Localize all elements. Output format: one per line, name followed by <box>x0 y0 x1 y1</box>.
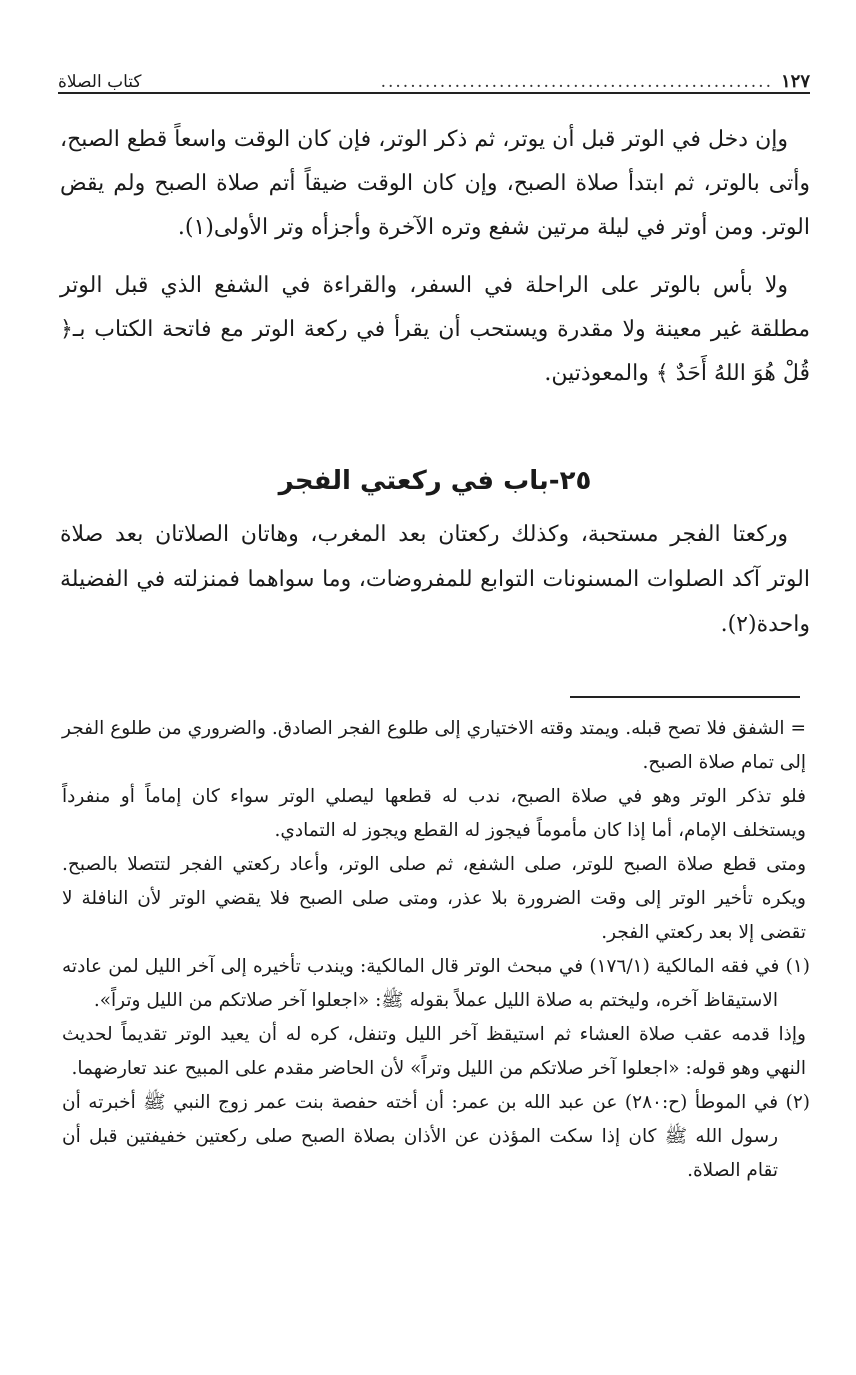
running-header <box>58 62 810 94</box>
footnotes <box>62 712 810 1188</box>
footnote-continued: ومتى قطع صلاة الصبح للوتر، صلى الشفع، ثم صلى الوتر، وأعاد ركعتي الفجر لتتصلا بالصبح. ويكره تأخير الوتر إلى وقت الضرورة بلا عذر، ومتى صلى الصبح فلا يقضي الوتر لأن النافلة لا تقضى إلا بعد ركعتي الفجر. <box>62 854 806 943</box>
section-text <box>60 512 810 647</box>
book-title: كتاب الصلاة <box>58 72 142 92</box>
footnote-continued: فلو تذكر الوتر وهو في صلاة الصبح، ندب له قطعها ليصلي الوتر سواء كان إماماً أو منفرداً ويستخلف الإمام، أما إذا كان مأموماً فيجوز له القطع ويجوز له التمادي. <box>62 786 806 841</box>
footnote-continued: = الشفق فلا تصح قبله. ويمتد وقته الاختياري إلى طلوع الفجر الصادق. والضروري من طلوع الفجر إلى تمام صلاة الصبح. <box>62 718 806 773</box>
footnote-1-continued: وإذا قدمه عقب صلاة العشاء ثم استيقظ آخر الليل وتنفل، كره له أن يعيد الوتر تقديماً لحديث النهي وهو قوله: «اجعلوا آخر صلاتكم من الليل وتراً» لأن الحاضر مقدم على المبيح عند تعارضهما. <box>62 1024 806 1079</box>
header-leader-dots: ..................................................... <box>380 72 773 92</box>
section-heading: ٢٥-باب في ركعتي الفجر <box>278 466 592 496</box>
paragraph-witr-travel: ولا بأس بالوتر على الراحلة في السفر، والقراءة في الشفع الذي قبل الوتر مطلقة غير معينة ولا مقدرة ويستحب أن يقرأ في ركعة الوتر مع فاتحة الكتاب بـ﴿ قُلْ هُوَ اللهُ أَحَدٌ ﴾ والمعوذتين. <box>60 273 810 386</box>
footnote-1: (١) في فقه المالكية (١٧٦/١) في مبحث الوتر قال المالكية: ويندب تأخيره إلى آخر الليل لمن عادته الاستيقاظ آخره، وليختم به صلاة الليل عملاً بقوله ﷺ: «اجعلوا آخر صلاتكم من الليل وتراً». <box>62 956 810 1011</box>
footnote-2: (٢) في الموطأ (ح:٢٨٠) عن عبد الله بن عمر: أن أخته حفصة بنت عمر زوج النبي ﷺ أخبرته أن رسول الله ﷺ كان إذا سكت المؤذن عن الأذان بصلاة الصبح صلى ركعتين خفيفتين قبل أن تقام الصلاة. <box>62 1092 811 1181</box>
page-number: ١٢٧ <box>780 71 810 92</box>
main-text <box>60 118 810 396</box>
paragraph-fajr: وركعتا الفجر مستحبة، وكذلك ركعتان بعد المغرب، وهاتان الصلاتان بعد صلاة الوتر آكد الصلوات المسنونات التوابع للمفروضات، وما سواهما فمنزلته في الفضيلة واحدة(٢). <box>60 522 810 637</box>
paragraph-witr-late: وإن دخل في الوتر قبل أن يوتر، ثم ذكر الوتر، فإن كان الوقت واسعاً قطع الصبح، وأتى بالوتر، ثم ابتدأ صلاة الصبح، وإن كان الوقت ضيقاً أتم صلاة الصبح ولم يقض الوتر. ومن أوتر في ليلة مرتين شفع وتره الآخرة وأجزأه وتر الأولى(١). <box>60 127 810 240</box>
footnote-separator <box>570 696 800 698</box>
